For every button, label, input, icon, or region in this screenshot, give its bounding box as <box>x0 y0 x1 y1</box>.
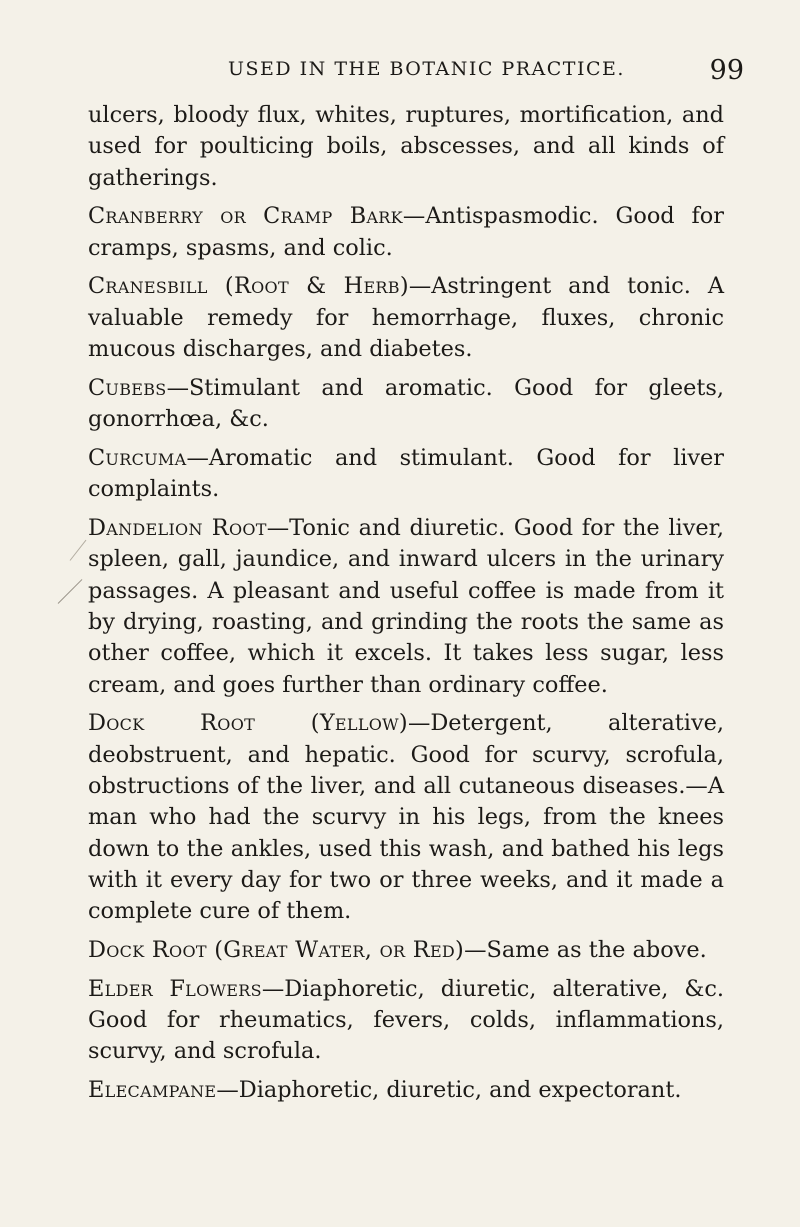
running-head <box>88 55 744 88</box>
entry-text: —Diaphoretic, diuretic, and expectorant. <box>216 1077 682 1104</box>
margin-pencil-mark <box>70 540 87 561</box>
entry-heading: Cranesbill (Root & Herb) <box>88 273 409 300</box>
entry-heading: Dandelion Root <box>88 515 267 542</box>
entry-cranberry <box>88 201 724 264</box>
body-text <box>88 100 724 1114</box>
entry-dock-root-yellow <box>88 708 724 927</box>
entry-text: —Detergent, alterative, deobstruent, and hepatic. Good for scurvy, scrofula, obstructions of the liver, and all cutaneous diseases.—A man who had the scurvy in his legs, from the knees down to the ankles, used this wash, and bathed his legs with it every day for two or three weeks, and it made a complete cure of them. <box>88 710 724 925</box>
entry-heading: Cranberry or Cramp Bark <box>88 203 403 230</box>
entry-heading: Cubebs <box>88 374 167 401</box>
entry-text: —Diaphoretic, diuretic, alterative, &c. Good for rheumatics, fevers, colds, inflammations, scurvy, and scrofula. <box>88 975 724 1065</box>
entry-text: —Antispasmodic. Good for cramps, spasms, and colic. <box>88 203 724 261</box>
entry-curcuma <box>88 443 724 506</box>
page-number: 99 <box>709 55 744 86</box>
paragraph-text: ulcers, bloody flux, whites, ruptures, mortification, and used for poulticing boils, abscesses, and all kinds of gatherings. <box>88 102 724 191</box>
paragraph-continuation <box>88 100 724 194</box>
entry-text: —Tonic and diuretic. Good for the liver, spleen, gall, jaundice, and inward ulcers in the urinary passages. A pleasant and useful coffee is made from it by drying, roasting, and grinding the roots the same as other coffee, which it excels. It takes less sugar, less cream, and goes further than ordinary coffee. <box>88 515 724 698</box>
entry-text: —Aromatic and stimulant. Good for liver complaints. <box>88 444 724 503</box>
entry-elecampane <box>88 1075 724 1106</box>
entry-cranesbill <box>88 271 724 365</box>
entry-dock-root-red <box>88 935 724 966</box>
entry-heading: Elder Flowers <box>88 975 262 1002</box>
entry-heading: Elecampane <box>88 1077 217 1104</box>
entry-heading: Dock Root (Great Water, or Red) <box>88 936 465 963</box>
entry-heading: Dock Root (Yellow) <box>88 710 408 737</box>
entry-cubebs <box>88 373 724 436</box>
entry-dandelion-root <box>88 513 724 701</box>
margin-pencil-mark <box>58 579 83 604</box>
entry-elder-flowers <box>88 974 724 1068</box>
entry-heading: Curcuma <box>88 444 187 471</box>
entry-text: —Astringent and tonic. A valuable remedy for hemorrhage, fluxes, chronic mucous discharges, and diabetes. <box>88 273 724 363</box>
running-title: USED IN THE BOTANIC PRACTICE. <box>228 58 625 80</box>
entry-text: —Same as the above. <box>464 936 707 963</box>
entry-text: —Stimulant and aromatic. Good for gleets, gonorrhœa, &c. <box>88 374 724 433</box>
